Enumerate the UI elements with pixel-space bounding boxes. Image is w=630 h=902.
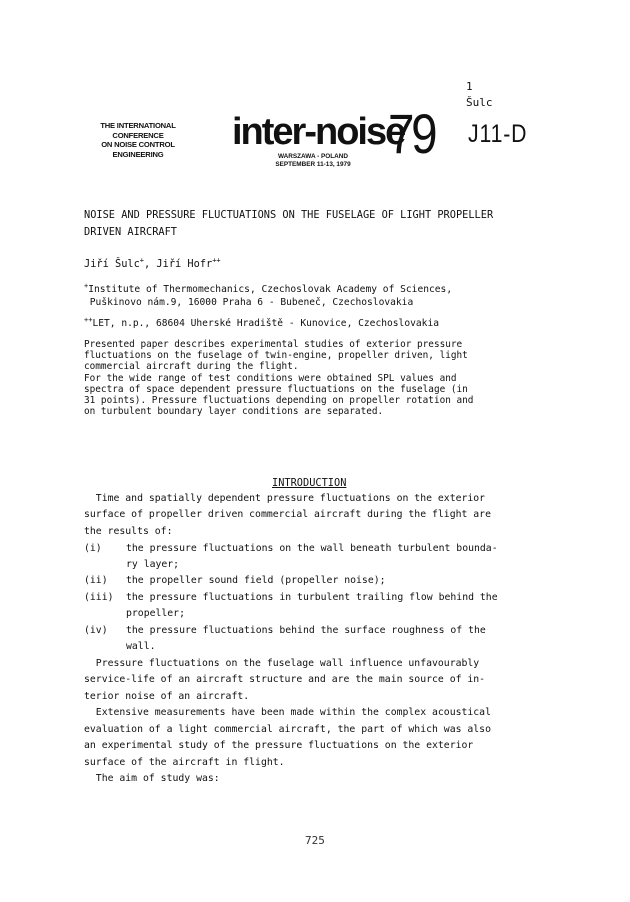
session-code: J11-D (468, 120, 528, 148)
list-label: (iii) (84, 592, 114, 603)
title-line: NOISE AND PRESSURE FLUCTUATIONS ON THE FUSELAGE OF LIGHT PROPELLER (84, 209, 494, 221)
body-line: surface of the aircraft in flight. (84, 757, 285, 768)
affiliation-mark: ++ (212, 256, 221, 265)
body-line: service-life of an aircraft structure and are the main source of in- (84, 674, 486, 685)
body-line: The aim of study was: (84, 773, 220, 784)
author-list (84, 258, 221, 270)
affiliation-line: LET, n.p., 68604 Uherské Hradiště - Kunovice, Czechoslovakia (92, 318, 439, 329)
list-item-text: the pressure fluctuations behind the surface roughness of the (126, 625, 486, 636)
body-line: Pressure fluctuations on the fuselage wall influence unfavourably (84, 658, 480, 669)
body-line: the results of: (84, 526, 173, 537)
page-number-top: 1 (466, 80, 473, 93)
body-line: terior noise of an aircraft. (84, 691, 250, 702)
affiliation-line: Puškinovo nám.9, 16000 Praha 6 - Bubeneč, Czechoslovakia (84, 297, 414, 308)
abstract-line: commercial aircraft during the flight. (84, 361, 299, 373)
list-item-text: the propeller sound field (propeller noise); (126, 575, 386, 586)
conference-name-block (88, 121, 188, 159)
body-line: Extensive measurements have been made within the complex acoustical (84, 707, 491, 718)
abstract-line: fluctuations on the fuselage of twin-engine, propeller driven, light (84, 350, 468, 362)
author-name: Jiří Hofr (156, 258, 213, 270)
abstract-line: Presented paper describes experimental studies of exterior pressure (84, 339, 463, 350)
body-line: Time and spatially dependent pressure fluctuations on the exterior (84, 493, 486, 504)
internoise-logo: inter-noise (232, 111, 405, 153)
page-number-footer: 725 (305, 834, 325, 847)
venue-line: WARSZAWA - POLAND (277, 153, 349, 160)
affiliation-mark: + (139, 256, 145, 265)
affiliation-2 (84, 317, 452, 330)
internoise-logo-year: 79 (388, 102, 435, 165)
abstract (84, 339, 473, 417)
list-item-text: the pressure fluctuations on the wall beneath turbulent bounda- (126, 543, 498, 554)
affiliation-line: Institute of Thermomechanics, Czechoslovak Academy of Sciences, (88, 284, 453, 295)
conference-line: ENGINEERING (112, 149, 164, 159)
body-line: evaluation of a light commercial aircraft, the part of which was also (84, 724, 491, 735)
body-line: an experimental study of the pressure fluctuations on the exterior (84, 740, 474, 751)
author-running-head: Šulc (466, 96, 493, 109)
conference-line: CONFERENCE (112, 130, 164, 140)
list-label: (ii) (84, 575, 108, 586)
section-heading-introduction: INTRODUCTION (272, 477, 347, 489)
affiliation-1 (84, 283, 452, 296)
abstract-line: spectra of space dependent pressure fluctuations on the fuselage (in (84, 383, 468, 395)
list-item-text: wall. (126, 641, 156, 652)
list-label: (iv) (84, 625, 108, 636)
list-item-text: the pressure fluctuations in turbulent trailing flow behind the (126, 592, 498, 603)
conference-line: ON NOISE CONTROL (101, 140, 175, 150)
body-line: surface of propeller driven commercial aircraft during the flight are (84, 509, 491, 520)
affiliations (84, 283, 452, 330)
conference-line: THE INTERNATIONAL (100, 121, 176, 130)
conference-venue (258, 153, 368, 169)
affiliation-mark: + (84, 281, 89, 290)
title-line: DRIVEN AIRCRAFT (84, 226, 177, 238)
paper-title (84, 207, 493, 241)
list-label: (i) (84, 543, 102, 554)
author-separator: , (144, 258, 157, 270)
author-name: Jiří Šulc (84, 258, 140, 270)
venue-line: SEPTEMBER 11-13, 1979 (275, 161, 351, 168)
list-item-text: ry layer; (126, 559, 180, 570)
abstract-line: on turbulent boundary layer conditions are separated. (84, 406, 384, 418)
list-item-text: propeller; (126, 608, 185, 619)
abstract-line: 31 points). Pressure fluctuations depending on propeller rotation and (84, 395, 474, 407)
affiliation-mark: ++ (84, 315, 93, 324)
abstract-line: For the wide range of test conditions were obtained SPL values and (84, 372, 457, 384)
